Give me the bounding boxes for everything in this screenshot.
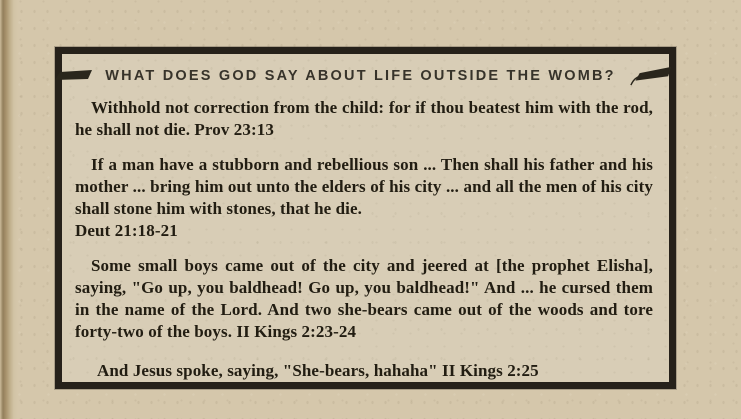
box-header bbox=[75, 67, 653, 84]
verse-reference: Deut 21:18-21 bbox=[75, 221, 178, 240]
verse-paragraph bbox=[75, 97, 653, 141]
verse-text: If a man have a stubborn and rebellious son ... Then shall his father and his mother ... bring him out unto the elders of his city ... and all the men of his city shall stone him with stones, that he die. bbox=[75, 155, 653, 218]
verse-paragraph bbox=[75, 360, 653, 382]
quote-box-frame bbox=[55, 47, 676, 389]
verse-paragraph bbox=[75, 255, 653, 343]
verse-text: Some small boys came out of the city and jeered at [the prophet Elisha], saying, "Go up, you baldhead! Go up, you baldhead!" And ... he cursed them in the name of the Lord. And two she-bears came out of the woods and tore forty-two of the boys. II Kings 2:23-24 bbox=[75, 256, 653, 341]
verse-paragraph bbox=[75, 154, 653, 242]
box-title: WHAT DOES GOD SAY ABOUT LIFE OUTSIDE THE WOMB? bbox=[105, 67, 616, 84]
marker-dash-icon bbox=[55, 69, 92, 82]
page-binding-edge bbox=[0, 0, 18, 419]
verse-text: Withhold not correction from the child: for if thou beatest him with the rod, he shall not die. Prov 23:13 bbox=[75, 98, 653, 139]
marker-pen-icon bbox=[629, 67, 673, 84]
verse-text: And Jesus spoke, saying, "She-bears, hahaha" II Kings 2:25 bbox=[97, 361, 539, 380]
